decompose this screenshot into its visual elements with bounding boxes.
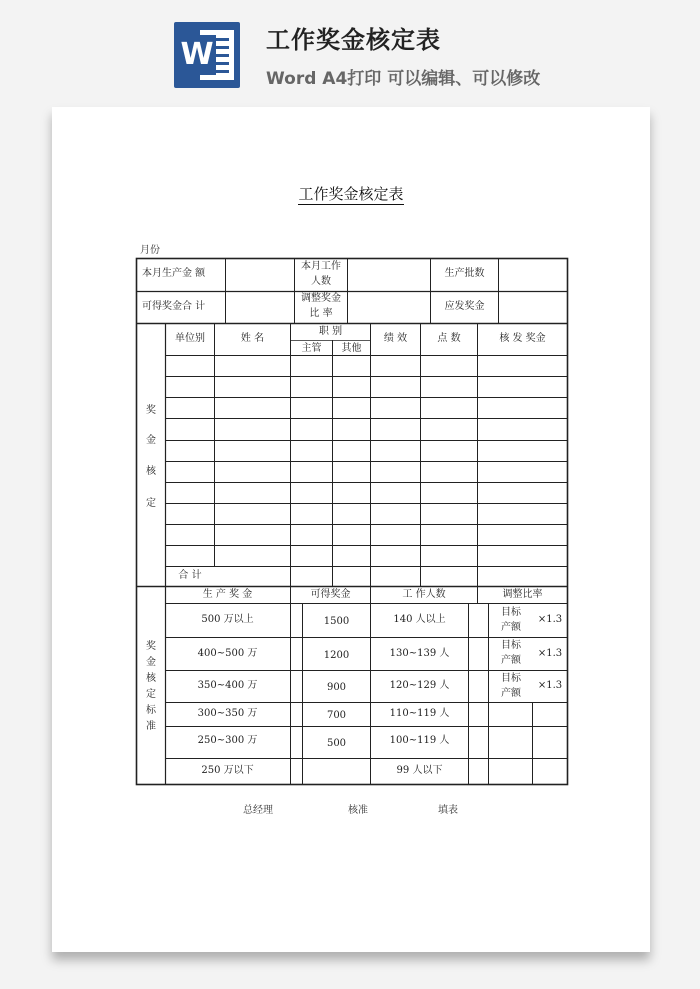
- std-production-cell: 400~500 万: [197, 648, 258, 659]
- word-icon: [174, 22, 240, 88]
- col-bonus-header: 核 发 奖金: [499, 333, 546, 344]
- standard-section-char: 标: [146, 705, 156, 716]
- standard-section-char: 准: [146, 721, 156, 732]
- approval-section-char: 金: [146, 435, 156, 446]
- month-label: 月份: [140, 245, 160, 256]
- std-bonus-cell: 1500: [323, 616, 350, 627]
- std-ratio-cell: ×1.3: [537, 614, 563, 625]
- std-production-cell: 300~350 万: [197, 708, 258, 719]
- std-workers-cell: 130~139 人: [389, 648, 450, 659]
- std-col-workers-header: 工 作人数: [402, 589, 446, 600]
- total-bonus-label: 可得奖金合 计: [142, 301, 206, 312]
- std-target-line1: 目标: [501, 640, 521, 651]
- std-bonus-cell: 1200: [323, 650, 350, 661]
- workers-label-line1: 本月工作: [301, 261, 341, 272]
- word-w-letter: W: [178, 35, 216, 75]
- ratio-label-line2: 比 率: [309, 308, 333, 319]
- standard-section-char: 定: [146, 689, 156, 700]
- batches-label: 生产批数: [444, 268, 485, 279]
- std-bonus-cell: 700: [326, 710, 347, 721]
- payable-bonus-label: 应发奖金: [444, 301, 485, 312]
- standard-section-char: 金: [146, 657, 156, 668]
- std-production-cell: 350~400 万: [197, 680, 258, 691]
- col-name-header: 姓 名: [240, 333, 265, 344]
- production-amount-label: 本月生产金 额: [142, 268, 206, 279]
- std-target-line2: 产额: [501, 655, 521, 666]
- document-title-text: 工作奖金核定表: [298, 185, 404, 203]
- std-workers-cell: 99 人以下: [396, 765, 443, 776]
- col-other-header: 其他: [341, 343, 362, 354]
- page-title: 工作奖金核定表: [266, 26, 441, 54]
- std-workers-cell: 100~119 人: [389, 735, 450, 746]
- std-target-line2: 产额: [501, 688, 521, 699]
- col-performance-header: 绩 效: [383, 333, 408, 344]
- std-col-production-header: 生 产 奖 金: [202, 589, 253, 600]
- standard-section-char: 奖: [146, 641, 156, 652]
- signature-fill-label: 填表: [438, 805, 458, 816]
- page-subtitle: Word A4打印 可以编辑、可以修改: [266, 69, 541, 89]
- std-production-cell: 250~300 万: [197, 735, 258, 746]
- std-col-bonus-header: 可得奖金: [310, 589, 351, 600]
- signature-approve-label: 核准: [348, 805, 368, 816]
- signature-manager-label: 总经理: [243, 805, 273, 816]
- approval-section-char: 定: [146, 498, 156, 509]
- std-ratio-cell: ×1.3: [537, 648, 563, 659]
- std-col-ratio-header: 调整比率: [502, 589, 543, 600]
- std-target-line1: 目标: [501, 607, 521, 618]
- bonus-table-grid: [52, 107, 650, 952]
- col-position-header: 职 别: [318, 326, 343, 337]
- std-production-cell: 250 万以下: [201, 765, 254, 776]
- std-ratio-cell: ×1.3: [537, 680, 563, 691]
- col-points-header: 点 数: [437, 333, 461, 344]
- standard-section-char: 核: [146, 673, 156, 684]
- ratio-label-line1: 调整奖金: [301, 293, 341, 304]
- document-title: [52, 183, 650, 204]
- std-workers-cell: 140 人以上: [393, 614, 446, 625]
- std-production-cell: 500 万以上: [201, 614, 254, 625]
- col-unit-header: 单位别: [175, 333, 205, 344]
- workers-label-line2: 人数: [311, 276, 331, 287]
- std-bonus-cell: 500: [326, 738, 347, 749]
- std-target-line2: 产额: [501, 622, 521, 633]
- std-workers-cell: 120~129 人: [389, 680, 450, 691]
- std-target-line1: 目标: [501, 673, 521, 684]
- std-workers-cell: 110~119 人: [389, 708, 450, 719]
- document-page: [52, 107, 650, 952]
- std-bonus-cell: 900: [326, 682, 347, 693]
- col-supervisor-header: 主管: [301, 343, 322, 354]
- approval-total-label: 合 计: [178, 570, 202, 581]
- approval-section-char: 核: [146, 466, 156, 477]
- approval-section-char: 奖: [146, 405, 156, 416]
